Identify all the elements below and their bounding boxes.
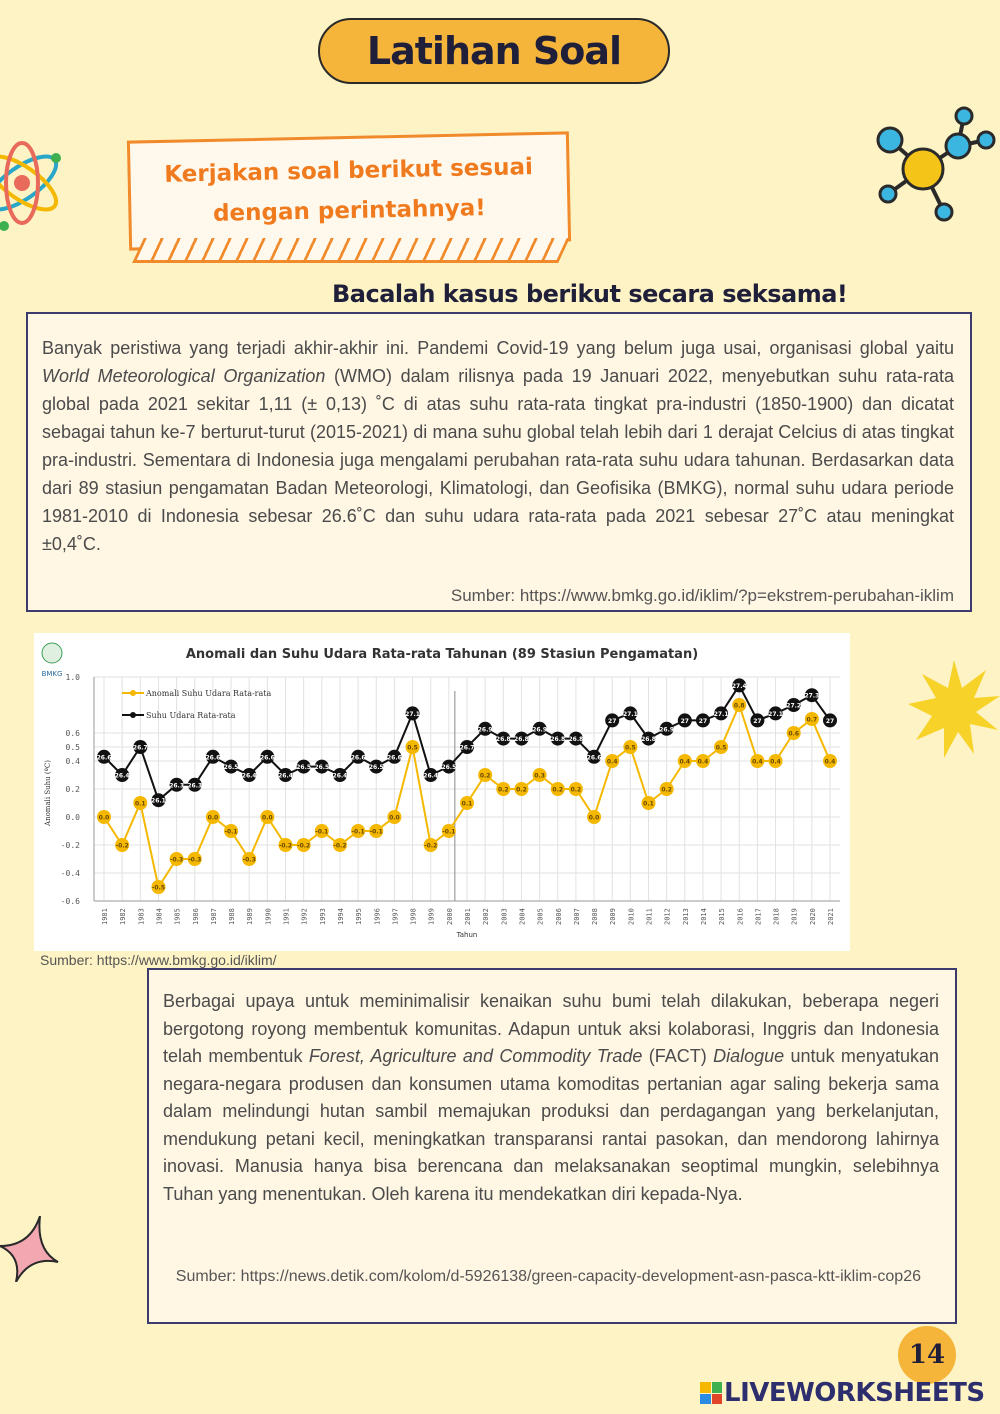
legend-marker [130, 712, 136, 718]
y-tick-label: 0.6 [65, 729, 80, 738]
x-tick-label: 1992 [300, 908, 309, 925]
x-tick-label: 1993 [318, 908, 327, 925]
data-label-temperature: 27 [698, 717, 708, 725]
data-label-anomaly: 0.5 [407, 744, 418, 752]
x-tick-label: 1990 [264, 908, 273, 925]
data-label-temperature: 27 [825, 717, 835, 725]
x-tick-label: 2012 [663, 908, 672, 925]
data-label-anomaly: 0.4 [679, 758, 691, 766]
data-label-temperature: 26.6 [350, 754, 366, 762]
case-1-text-italic: World Meteorological Organization [42, 366, 326, 386]
page-number: 14 [898, 1326, 956, 1384]
case-1-source: Sumber: https://www.bmkg.go.id/iklim/?p=ekstrem-perubahan-iklim [450, 586, 954, 605]
sun-burst-icon [908, 660, 1000, 760]
data-label-temperature: 26.5 [368, 764, 384, 772]
data-label-anomaly: 0.6 [788, 730, 800, 738]
data-label-anomaly: -0.2 [278, 842, 293, 850]
data-label-temperature: 27 [753, 717, 762, 725]
data-label-anomaly: 0.5 [715, 744, 727, 752]
liveworksheets-text: LIVEWORKSHEETS [724, 1378, 985, 1408]
data-label-anomaly: -0.5 [151, 884, 166, 892]
data-label-temperature: 26.5 [296, 764, 312, 772]
data-label-anomaly: 0.0 [262, 814, 273, 822]
data-label-temperature: 26.5 [223, 764, 239, 772]
x-tick-label: 1995 [355, 908, 364, 925]
data-label-temperature: 26.8 [550, 736, 566, 744]
data-label-anomaly: 0.0 [389, 814, 400, 822]
data-label-anomaly: 0.0 [207, 814, 219, 822]
data-label-anomaly: -0.1 [315, 828, 329, 836]
x-tick-label: 1986 [191, 908, 200, 925]
case-1-paragraph [42, 334, 954, 558]
data-label-temperature: 26.7 [132, 744, 148, 752]
sparkle-icon [0, 1216, 60, 1282]
y-tick-label: 0.2 [65, 785, 80, 794]
data-label-anomaly: 0.4 [752, 758, 763, 766]
data-label-anomaly: 0.5 [625, 744, 636, 752]
data-label-temperature: 27.1 [768, 710, 783, 718]
data-label-anomaly: -0.3 [170, 856, 184, 864]
x-tick-label: 2008 [591, 908, 600, 925]
x-tick-label: 1998 [409, 908, 418, 925]
data-label-anomaly: -0.2 [297, 842, 311, 850]
data-label-anomaly: 0.1 [643, 800, 654, 808]
x-tick-label: 2007 [572, 908, 581, 925]
x-tick-label: 2011 [645, 908, 654, 925]
x-tick-label: 2005 [536, 908, 545, 925]
case-1-text-a: Banyak peristiwa yang terjadi akhir-akhir ini. Pandemi Covid-19 yang belum juga usai, organisasi global yaitu [42, 338, 954, 358]
x-tick-label: 1997 [391, 908, 400, 925]
x-tick-label: 2018 [772, 908, 781, 925]
data-label-temperature: 27.1 [713, 710, 729, 718]
case-2-text-italic-1: Forest, Agriculture and Commodity Trade [308, 1046, 643, 1066]
data-label-anomaly: 0.4 [824, 758, 836, 766]
x-tick-label: 1983 [137, 908, 146, 925]
y-tick-label: 0.4 [65, 757, 80, 766]
data-label-anomaly: -0.2 [333, 842, 347, 850]
data-label-anomaly: -0.1 [224, 828, 238, 836]
legend-marker [130, 690, 136, 696]
case-2-text-a: Berbagai upaya untuk meminimalisir kenaikan suhu bumi telah dilakukan, beberapa negeri bergotong royong membentuk komunitas. Adapun untuk aksi kolaborasi, Inggris dan Indonesia telah membentuk [163, 991, 939, 1066]
legend-label: Anomali Suhu Udara Rata-rata [146, 689, 272, 698]
temperature-chart [34, 633, 850, 951]
data-label-temperature: 26.4 [423, 772, 439, 780]
x-tick-label: 2003 [500, 908, 509, 925]
data-label-anomaly: 0.0 [588, 814, 600, 822]
molecule-icon [868, 104, 998, 230]
x-tick-label: 2019 [790, 908, 799, 925]
data-label-temperature: 27 [608, 717, 617, 725]
x-tick-label: 2015 [718, 908, 727, 925]
data-label-anomaly: 0.4 [697, 758, 709, 766]
chart-title: Anomali dan Suhu Udara Rata-rata Tahunan (89 Stasiun Pengamatan) [185, 647, 699, 662]
data-label-temperature: 27 [680, 717, 689, 725]
page-title [318, 18, 670, 84]
bmkg-logo-icon [42, 643, 62, 663]
data-label-temperature: 26.5 [314, 764, 330, 772]
legend-label: Suhu Udara Rata-rata [146, 711, 236, 720]
x-tick-label: 1996 [373, 908, 382, 925]
x-tick-label: 2013 [681, 908, 690, 925]
chart-source: Sumber: https://www.bmkg.go.id/iklim/ [40, 952, 277, 968]
data-label-temperature: 26.8 [514, 736, 529, 744]
data-label-anomaly: 0.2 [497, 786, 509, 794]
case-1-text-b: (WMO) dalam rilisnya pada 19 Januari 2022, menyebutkan suhu rata-rata global pada 2021 sekitar 1,11 (± 0,13) ˚C di atas suhu rata-rata tingkat pra-industri (1850-1900) dan dicatat sebagai tahun ke-7 berturut-turut (2015-2021) di mana suhu global telah lebih dari 1 derajat Celcius di atas tingkat pra-industri. Sementara di Indonesia juga mengalami perubahan rata-rata suhu udara tahunan. Berdasarkan data dari 89 stasiun pengamatan Badan Meteorologi, Klimatologi, dan Geofisika (BMKG), normal suhu udara periode 1981-2010 di Indonesia sebesar 26.6˚C dan suhu udara rata-rata pada 2021 sebesar 27˚C atau meningkat ±0,4˚C. [42, 366, 954, 554]
x-tick-label: 1988 [228, 908, 237, 925]
data-label-temperature: 27.2 [786, 702, 802, 710]
instruction-banner-base [132, 238, 570, 263]
x-tick-label: 2004 [518, 908, 527, 925]
y-tick-label: -0.4 [60, 869, 80, 878]
liveworksheets-brand[interactable] [700, 1378, 985, 1408]
data-label-anomaly: 0.2 [552, 786, 564, 794]
data-label-anomaly: 0.0 [98, 814, 110, 822]
x-tick-label: 2016 [736, 908, 745, 925]
case-2-source: Sumber: https://news.detik.com/kolom/d-5926138/green-capacity-development-asn-pasca-ktt-iklim-cop26 [175, 1268, 921, 1285]
data-label-anomaly: 0.1 [461, 800, 473, 808]
x-tick-label: 1985 [173, 908, 182, 925]
data-label-anomaly: 0.3 [534, 772, 545, 780]
data-label-temperature: 26.3 [169, 782, 185, 790]
x-tick-label: 2020 [808, 908, 817, 925]
data-label-anomaly: -0.2 [115, 842, 129, 850]
data-label-anomaly: 0.2 [570, 786, 582, 794]
section-heading: Bacalah kasus berikut secara seksama! [332, 280, 848, 308]
case-box-1 [26, 312, 972, 612]
data-label-anomaly: 0.7 [806, 716, 818, 724]
atom-icon [0, 128, 78, 238]
data-label-anomaly: -0.1 [369, 828, 383, 836]
x-tick-label: 1981 [101, 908, 109, 925]
y-tick-label: 0.0 [65, 813, 80, 822]
data-label-temperature: 26.9 [532, 726, 548, 734]
data-label-temperature: 26.4 [114, 772, 130, 780]
x-tick-label: 2001 [464, 908, 472, 925]
data-label-temperature: 26.6 [205, 754, 221, 762]
y-tick-label: 0.5 [65, 743, 80, 752]
chart-svg [34, 633, 850, 951]
instruction-banner [127, 131, 571, 250]
data-label-anomaly: 0.4 [606, 758, 618, 766]
x-tick-label: 1991 [282, 908, 291, 925]
data-label-temperature: 27.3 [804, 692, 820, 700]
x-tick-label: 2006 [554, 908, 563, 925]
data-label-temperature: 26.4 [241, 772, 257, 780]
case-box-2 [147, 968, 957, 1324]
x-tick-label: 2009 [609, 908, 618, 925]
x-tick-label: 2000 [445, 908, 454, 925]
data-label-temperature: 26.5 [441, 764, 457, 772]
y-tick-label: 1.0 [65, 673, 80, 682]
case-2-text-b: (FACT) [642, 1046, 714, 1066]
data-label-temperature: 26.8 [495, 736, 511, 744]
x-tick-label: 2017 [754, 908, 763, 925]
x-tick-label: 1989 [246, 908, 255, 925]
x-tick-label: 1999 [427, 908, 436, 925]
x-tick-label: 1982 [119, 908, 128, 925]
x-tick-label: 2021 [827, 908, 835, 925]
y-axis-label: Anomali Suhu (ºC) [44, 760, 52, 826]
data-label-temperature: 26.9 [477, 726, 493, 734]
data-label-anomaly: -0.1 [351, 828, 365, 836]
y-tick-label: -0.2 [60, 841, 80, 850]
x-tick-label: 2010 [627, 908, 636, 925]
data-label-anomaly: -0.2 [424, 842, 438, 850]
instruction-line-1: Kerjakan soal berikut sesuai [164, 154, 534, 188]
data-label-anomaly: -0.3 [188, 856, 202, 864]
data-label-temperature: 26.4 [278, 772, 293, 780]
x-tick-label: 1984 [155, 908, 164, 925]
page-title-text: Latihan Soal [366, 29, 622, 73]
data-label-temperature: 26.7 [459, 744, 475, 752]
x-tick-label: 1994 [336, 908, 345, 925]
x-tick-label: 2014 [699, 908, 708, 925]
data-label-temperature: 26.9 [659, 726, 675, 734]
liveworksheets-logo-icon [700, 1382, 722, 1404]
data-label-temperature: 26.6 [586, 754, 602, 762]
y-tick-label: -0.6 [60, 897, 80, 906]
data-label-temperature: 26.8 [568, 736, 584, 744]
data-label-anomaly: 0.1 [134, 800, 146, 808]
bmkg-logo-text: BMKG [41, 670, 63, 678]
case-2-paragraph [163, 988, 939, 1208]
x-tick-label: 1987 [209, 908, 218, 925]
data-label-anomaly: 0.2 [661, 786, 672, 794]
case-2-text-italic-2: Dialogue [713, 1046, 785, 1066]
data-label-anomaly: 0.2 [516, 786, 527, 794]
data-label-temperature: 27.1 [405, 710, 420, 718]
x-tick-label: 2002 [482, 908, 491, 925]
data-label-anomaly: 0.4 [770, 758, 781, 766]
data-label-temperature: 27.4 [731, 682, 747, 690]
data-label-temperature: 27.1 [622, 710, 638, 718]
data-label-temperature: 26.3 [187, 782, 203, 790]
data-label-temperature: 26.8 [641, 736, 656, 744]
x-axis-label: Tahun [456, 931, 478, 939]
data-label-temperature: 26.6 [96, 754, 112, 762]
instruction-line-2: dengan perintahnya! [212, 195, 487, 227]
data-label-anomaly: 0.2 [479, 772, 491, 780]
data-label-temperature: 26.6 [386, 754, 402, 762]
data-label-temperature: 26.1 [151, 797, 166, 805]
instruction-text [130, 146, 568, 235]
data-label-anomaly: -0.3 [242, 856, 256, 864]
data-label-temperature: 26.6 [259, 754, 275, 762]
case-2-text-c: untuk menyatukan negara-negara produsen dan konsumen utama komoditas pertanian agar saling bekerja sama dalam melindungi hutan sambil memajukan produksi dan perdagangan yang berkelanjutan, mendukung petani kecil, meningkatkan transparansi rantai pasokan, dan mendorong lahirnya inovasi. Manusia hanya bisa berencana dan melaksanakan seoptimal mungkin, selebihnya Tuhan yang menentukan. Oleh karena itu mendekatkan diri kepada-Nya. [163, 1046, 939, 1204]
data-label-anomaly: 0.8 [733, 702, 745, 710]
data-label-temperature: 26.4 [332, 772, 348, 780]
data-label-anomaly: -0.1 [442, 828, 456, 836]
